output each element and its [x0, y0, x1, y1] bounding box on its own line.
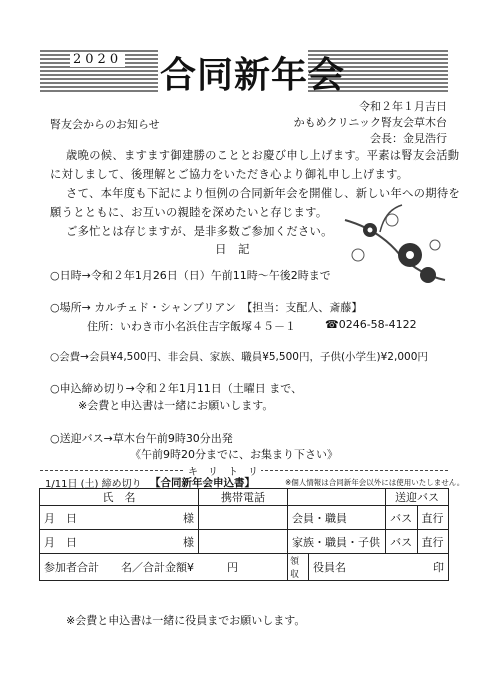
event-datetime: ○日時→令和２年1月26日（日）午前11時～午後2時まで [50, 269, 331, 282]
direct-option[interactable]: 直行 [417, 530, 448, 554]
direct-option[interactable]: 直行 [417, 506, 448, 530]
issue-date: 令和２年１月吉日 [359, 100, 447, 113]
name-header: 氏 名 [40, 489, 199, 506]
honorific-label: 様 [183, 511, 194, 525]
event-phone: ☎0246-58-4122 [325, 318, 417, 331]
notice-line: に対しまして、後理解とご協力をいただき心より御礼申し上げます。 [50, 168, 409, 181]
event-fee: ○会費→会員¥4,500円、非会員、家族、職員¥5,500円，子供(小学生)¥2,000円 [50, 351, 428, 363]
officer-label: 役員名 [313, 561, 346, 574]
chairperson: 会長：金見浩行 [370, 132, 447, 145]
phone-header: 携帯電話 [199, 489, 288, 506]
form-total-row [40, 554, 449, 581]
event-place: ○場所→ カルチェド・シャンブリアン 【担当：支配人、斎藤】 [50, 301, 363, 314]
honorific-label: 様 [183, 535, 194, 549]
deadline-note: ※会費と申込書は一緒にお願いします。 [78, 399, 274, 412]
event-address: 住所：いわき市小名浜住吉字飯塚４５－１ [87, 320, 296, 333]
cut-label: キ リ ト リ [185, 463, 261, 478]
bus-option[interactable]: バス [386, 506, 417, 530]
memo-heading: 日 記 [215, 242, 250, 256]
privacy-note: ※個人情報は合同新年会以外には使用いたしません。 [285, 478, 465, 487]
application-form [39, 488, 449, 581]
name-cell[interactable] [40, 530, 199, 554]
form-title: 【合同新年会申込書】 [150, 477, 255, 489]
bus-note: 《午前9時20分までに、お集まり下さい》 [130, 448, 338, 461]
shuttle-bus: ○送迎バス→草木台午前9時30分出発 [50, 432, 233, 445]
plum-blossom-illustration [340, 200, 450, 290]
organization: かもめクリニック腎友会草木台 [293, 116, 447, 129]
bus-option[interactable]: バス [386, 530, 417, 554]
date-label: 月 日 [44, 535, 77, 549]
form-deadline: 1/11日 (土) 締め切り [45, 479, 142, 490]
date-label: 月 日 [44, 511, 77, 525]
form-row [40, 530, 449, 554]
year-label: 2020 [70, 52, 125, 67]
seal-label: 印 [433, 561, 444, 574]
name-cell[interactable] [40, 506, 199, 530]
phone-cell[interactable] [199, 506, 288, 530]
notice-heading: 腎友会からのお知らせ [50, 118, 160, 131]
phone-cell[interactable] [199, 530, 288, 554]
notice-line: さて、本年度も下記により恒例の合同新年会を開催し、新しい年への期待を [66, 187, 461, 200]
form-row [40, 506, 449, 530]
page-title: 合同新年会 [160, 55, 346, 96]
bus-header: 送迎バス [386, 489, 449, 506]
member-type-cell[interactable]: 家族・職員・子供 [288, 530, 386, 554]
receipt-label: 領収 [288, 554, 309, 581]
notice-line: 歳晩の候、ますます御建勝のこととお慶び申し上げます。平素は腎友会活動 [66, 149, 460, 162]
officer-cell[interactable] [309, 554, 449, 581]
notice-line: 願うとともに、お互いの親睦を深めたいと存じます。 [50, 206, 328, 219]
member-type-cell[interactable]: 会員・職員 [288, 506, 386, 530]
form-header-row [40, 489, 449, 506]
total-cell[interactable]: 参加者合計 名／合計金額¥ 円 [40, 554, 288, 581]
event-deadline: ○申込締め切り→令和２年1月11日（土曜日 まで、 [50, 382, 303, 395]
type-header [288, 489, 386, 506]
notice-line: ご多忙とは存じますが、是非多数ご参加ください。 [66, 225, 333, 238]
footer-note: ※会費と申込書は一緒に役員までお願いします。 [66, 614, 306, 627]
